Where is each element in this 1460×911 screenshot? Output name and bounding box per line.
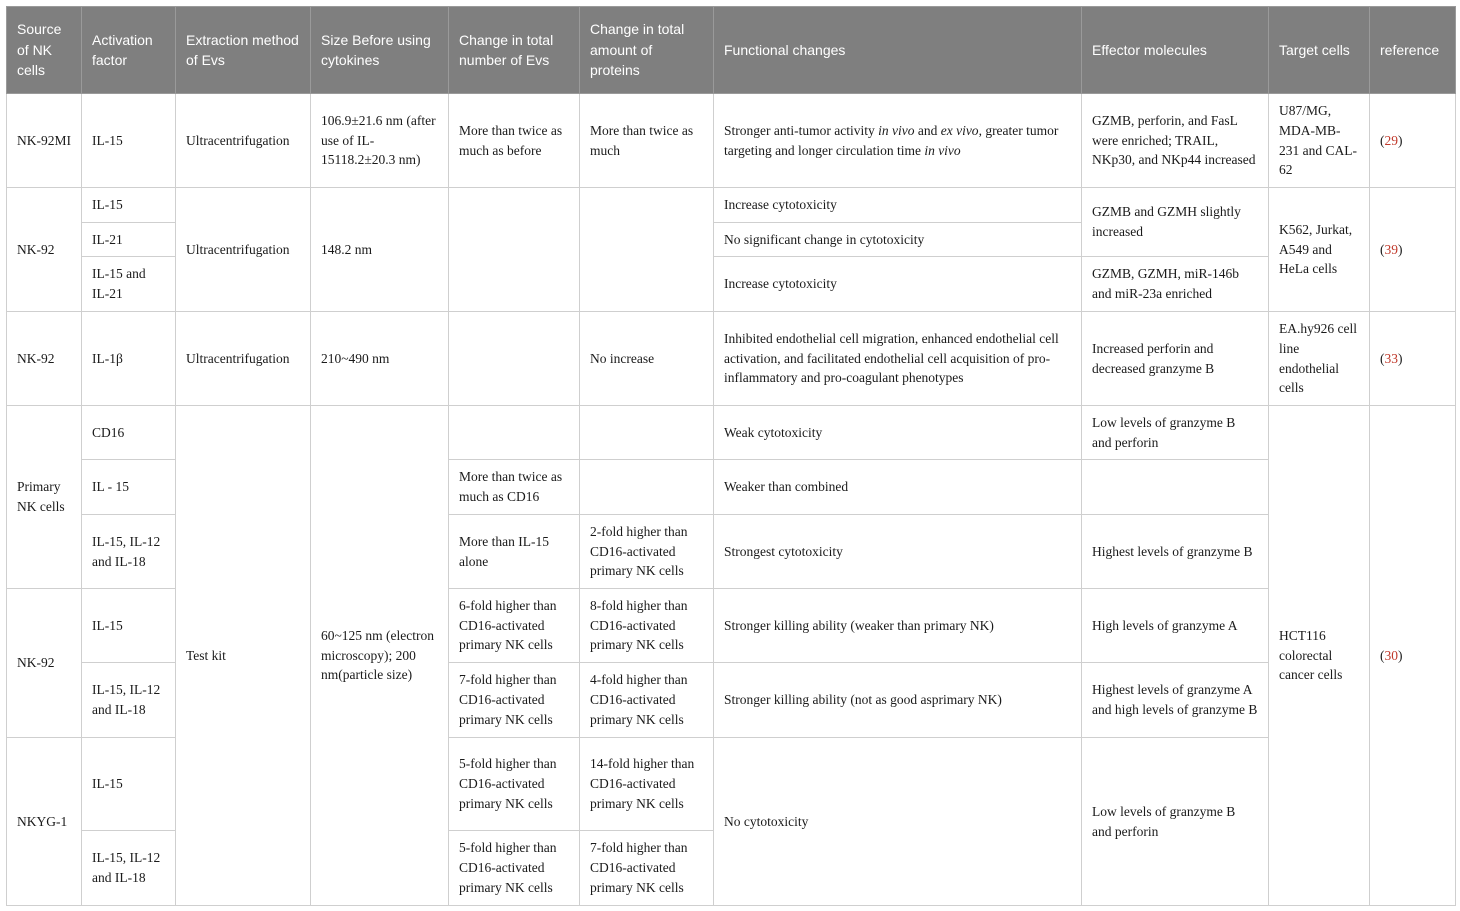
header-change-number: Change in total number of Evs — [449, 7, 580, 94]
source-cell: NK-92 — [7, 589, 82, 738]
extraction-cell: Test kit — [176, 406, 311, 906]
source-cell: Primary NK cells — [7, 406, 82, 589]
activation-cell: CD16 — [82, 406, 176, 460]
functional-cell: Stronger killing ability (weaker than primary NK) — [714, 589, 1082, 663]
extraction-cell: Ultracentrifugation — [176, 188, 311, 312]
nk-ev-table — [6, 6, 1456, 906]
header-change-protein: Change in total amount of proteins — [580, 7, 714, 94]
change-protein-cell — [580, 188, 714, 312]
change-number-cell: More than twice as much as CD16 — [449, 460, 580, 515]
header-effector: Effector molecules — [1082, 7, 1269, 94]
target-cell: EA.hy926 cell line endothelial cells — [1269, 312, 1370, 406]
source-cell: NK-92 — [7, 188, 82, 312]
functional-cell: Inhibited endothelial cell migration, enhanced endothelial cell activation, and facilitated endothelial cell acquisition of pro-inflammatory and pro-coagulant phenotypes — [714, 312, 1082, 406]
functional-cell: Weak cytotoxicity — [714, 406, 1082, 460]
table-row — [7, 312, 1456, 406]
change-number-cell: More than twice as much as before — [449, 94, 580, 188]
functional-cell: Strongest cytotoxicity — [714, 515, 1082, 589]
change-protein-cell: 14-fold higher than CD16-activated primary NK cells — [580, 738, 714, 831]
effector-cell: Highest levels of granzyme A and high levels of granzyme B — [1082, 663, 1269, 738]
activation-cell: IL-21 — [82, 223, 176, 257]
change-protein-cell: 4-fold higher than CD16-activated primary NK cells — [580, 663, 714, 738]
table-row — [7, 406, 1456, 460]
reference-cell: (29) — [1370, 94, 1456, 188]
header-size: Size Before using cytokines — [311, 7, 449, 94]
functional-italic: in vivo — [878, 122, 915, 138]
functional-text: Stronger anti-tumor activity — [724, 122, 879, 138]
reference-cell: (30) — [1370, 406, 1456, 906]
reference-link[interactable]: 39 — [1384, 241, 1398, 257]
functional-cell: Increase cytotoxicity — [714, 188, 1082, 223]
change-protein-cell — [580, 406, 714, 460]
table-row — [7, 94, 1456, 188]
size-cell: 60~125 nm (electron microscopy); 200 nm(particle size) — [311, 406, 449, 906]
effector-cell: GZMB and GZMH slightly increased — [1082, 188, 1269, 257]
change-protein-cell: 2-fold higher than CD16-activated primary NK cells — [580, 515, 714, 589]
activation-cell: IL-15 and IL-21 — [82, 257, 176, 312]
header-row — [7, 7, 1456, 94]
functional-cell: No cytotoxicity — [714, 738, 1082, 906]
header-source: Source of NK cells — [7, 7, 82, 94]
effector-cell: GZMB, perforin, and FasL were enriched; TRAIL, NKp30, and NKp44 increased — [1082, 94, 1269, 188]
functional-cell: Stronger killing ability (not as good asprimary NK) — [714, 663, 1082, 738]
change-protein-cell — [580, 460, 714, 515]
change-number-cell — [449, 188, 580, 312]
change-number-cell — [449, 406, 580, 460]
change-protein-cell: 8-fold higher than CD16-activated primary NK cells — [580, 589, 714, 663]
activation-cell: IL-1β — [82, 312, 176, 406]
size-cell: 210~490 nm — [311, 312, 449, 406]
change-number-cell: More than IL-15 alone — [449, 515, 580, 589]
reference-link[interactable]: 29 — [1384, 132, 1398, 148]
change-number-cell: 5-fold higher than CD16-activated primary NK cells — [449, 831, 580, 906]
change-protein-cell: More than twice as much — [580, 94, 714, 188]
activation-cell: IL-15, IL-12 and IL-18 — [82, 515, 176, 589]
change-number-cell: 6-fold higher than CD16-activated primary NK cells — [449, 589, 580, 663]
reference-cell: (33) — [1370, 312, 1456, 406]
header-target: Target cells — [1269, 7, 1370, 94]
source-cell: NKYG-1 — [7, 738, 82, 906]
functional-text: and — [914, 122, 941, 138]
target-cell: K562, Jurkat, A549 and HeLa cells — [1269, 188, 1370, 312]
effector-cell: High levels of granzyme A — [1082, 589, 1269, 663]
effector-cell: GZMB, GZMH, miR-146b and miR-23a enriched — [1082, 257, 1269, 312]
effector-cell — [1082, 460, 1269, 515]
target-cell: U87/MG, MDA-MB-231 and CAL-62 — [1269, 94, 1370, 188]
change-number-cell: 5-fold higher than CD16-activated primary NK cells — [449, 738, 580, 831]
effector-cell: Increased perforin and decreased granzyme B — [1082, 312, 1269, 406]
activation-cell: IL-15, IL-12 and IL-18 — [82, 831, 176, 906]
effector-cell: Low levels of granzyme B and perforin — [1082, 406, 1269, 460]
effector-cell: Highest levels of granzyme B — [1082, 515, 1269, 589]
activation-cell: IL-15 — [82, 188, 176, 223]
extraction-cell: Ultracentrifugation — [176, 94, 311, 188]
source-cell: NK-92 — [7, 312, 82, 406]
functional-cell: No significant change in cytotoxicity — [714, 223, 1082, 257]
functional-cell: Weaker than combined — [714, 460, 1082, 515]
functional-cell — [714, 94, 1082, 188]
header-reference: reference — [1370, 7, 1456, 94]
header-functional: Functional changes — [714, 7, 1082, 94]
reference-link[interactable]: 33 — [1384, 350, 1398, 366]
table-row — [7, 188, 1456, 223]
reference-link[interactable]: 30 — [1384, 647, 1398, 663]
reference-cell: (39) — [1370, 188, 1456, 312]
size-cell: 106.9±21.6 nm (after use of IL-15118.2±20.3 nm) — [311, 94, 449, 188]
size-cell: 148.2 nm — [311, 188, 449, 312]
change-number-cell: 7-fold higher than CD16-activated primary NK cells — [449, 663, 580, 738]
target-cell: HCT116 colorectal cancer cells — [1269, 406, 1370, 906]
activation-cell: IL-15 — [82, 94, 176, 188]
change-number-cell — [449, 312, 580, 406]
header-extraction: Extraction method of Evs — [176, 7, 311, 94]
extraction-cell: Ultracentrifugation — [176, 312, 311, 406]
activation-cell: IL-15 — [82, 738, 176, 831]
functional-cell: Increase cytotoxicity — [714, 257, 1082, 312]
effector-cell: Low levels of granzyme B and perforin — [1082, 738, 1269, 906]
change-protein-cell: 7-fold higher than CD16-activated primary NK cells — [580, 831, 714, 906]
functional-text: , greater tumor targeting and longer circulation time — [724, 122, 1059, 158]
activation-cell: IL-15 — [82, 589, 176, 663]
activation-cell: IL-15, IL-12 and IL-18 — [82, 663, 176, 738]
source-cell: NK-92MI — [7, 94, 82, 188]
change-protein-cell: No increase — [580, 312, 714, 406]
activation-cell: IL - 15 — [82, 460, 176, 515]
functional-italic: in vivo — [924, 142, 961, 158]
functional-italic: ex vivo — [940, 122, 979, 138]
header-activation: Activation factor — [82, 7, 176, 94]
